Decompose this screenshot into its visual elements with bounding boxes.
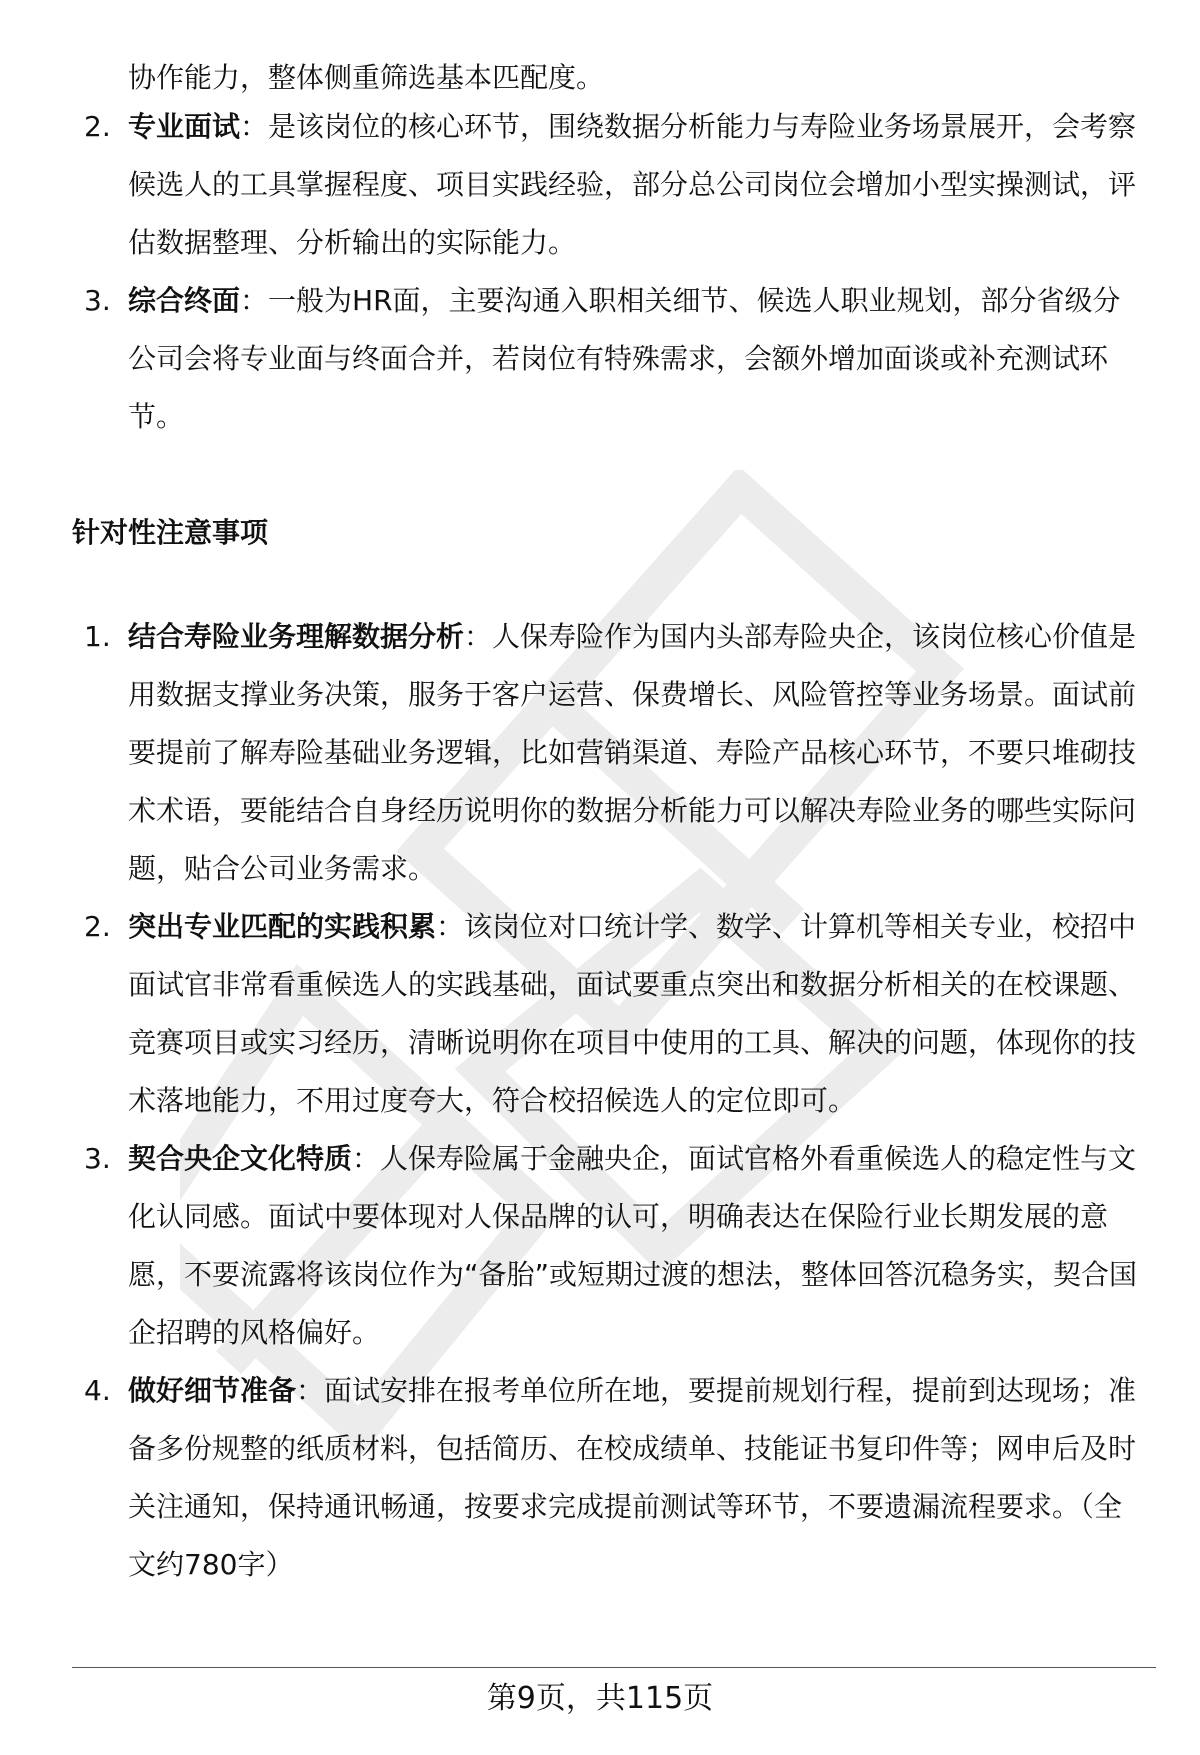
footer-divider [72, 1667, 1156, 1668]
list-item-text: ：一般为HR面，主要沟通入职相关细节、候选人职业规划，部分省级分公司会将专业面与终面合并，若岗位有特殊需求，会额外增加面谈或补充测试环节。 [128, 284, 1121, 433]
continuation-paragraph: 协作能力，整体侧重筛选基本匹配度。 [128, 61, 605, 94]
list-item-term: 契合央企文化特质 [128, 1142, 353, 1175]
list-item-term: 专业面试 [128, 110, 241, 143]
notes-list [0, 608, 1200, 1594]
list-item-term: 突出专业匹配的实践积累 [128, 910, 437, 943]
list-item-term: 结合寿险业务理解数据分析 [128, 620, 465, 653]
list-item [0, 898, 1200, 1130]
list-item-term: 做好细节准备 [128, 1374, 297, 1407]
interview-process-list [0, 98, 1200, 446]
list-item [0, 1130, 1200, 1362]
list-item-text: ：该岗位对口统计学、数学、计算机等相关专业，校招中面试官非常看重候选人的实践基础，面试要重点突出和数据分析相关的在校课题、竞赛项目或实习经历，清晰说明你在项目中使用的工具、解决的问题，体现你的技术落地能力，不用过度夸大，符合校招候选人的定位即可。 [128, 910, 1137, 1117]
list-item-text: ：面试安排在报考单位所在地，要提前规划行程，提前到达现场；准备多份规整的纸质材料，包括简历、在校成绩单、技能证书复印件等；网申后及时关注通知，保持通讯畅通，按要求完成提前测试等环节，不要遗漏流程要求。（全文约780字） [128, 1374, 1137, 1581]
list-item-term: 综合终面 [128, 284, 241, 317]
list-number: 2. [84, 110, 111, 143]
list-item-body [128, 1362, 1138, 1594]
list-item-text: ：人保寿险作为国内头部寿险央企，该岗位核心价值是用数据支撑业务决策，服务于客户运营、保费增长、风险管控等业务场景。面试前要提前了解寿险基础业务逻辑，比如营销渠道、寿险产品核心环节，不要只堆砌技术术语，要能结合自身经历说明你的数据分析能力可以解决寿险业务的哪些实际问题，贴合公司业务需求。 [128, 620, 1137, 885]
list-item [0, 608, 1200, 898]
list-item [0, 98, 1200, 272]
list-number: 3. [84, 284, 111, 317]
list-number: 2. [84, 910, 111, 943]
list-item [0, 272, 1200, 446]
section-heading: 针对性注意事项 [72, 516, 269, 549]
list-item [0, 1362, 1200, 1594]
list-number: 4. [84, 1374, 111, 1407]
list-item-body [128, 608, 1138, 898]
list-item-text: ：人保寿险属于金融央企，面试官格外看重候选人的稳定性与文化认同感。面试中要体现对人保品牌的认可，明确表达在保险行业长期发展的意愿，不要流露将该岗位作为“备胎”或短期过渡的想法，整体回答沉稳务实，契合国企招聘的风格偏好。 [128, 1142, 1138, 1349]
list-number: 3. [84, 1142, 111, 1175]
page-number: 第9页，共115页 [486, 1681, 714, 1716]
list-item-body [128, 98, 1138, 272]
list-item-body [128, 898, 1138, 1130]
list-number: 1. [84, 620, 111, 653]
list-item-body [128, 1130, 1138, 1362]
list-item-body [128, 272, 1138, 446]
list-item-text: ：是该岗位的核心环节，围绕数据分析能力与寿险业务场景展开，会考察候选人的工具掌握程度、项目实践经验，部分总公司岗位会增加小型实操测试，评估数据整理、分析输出的实际能力。 [128, 110, 1137, 259]
